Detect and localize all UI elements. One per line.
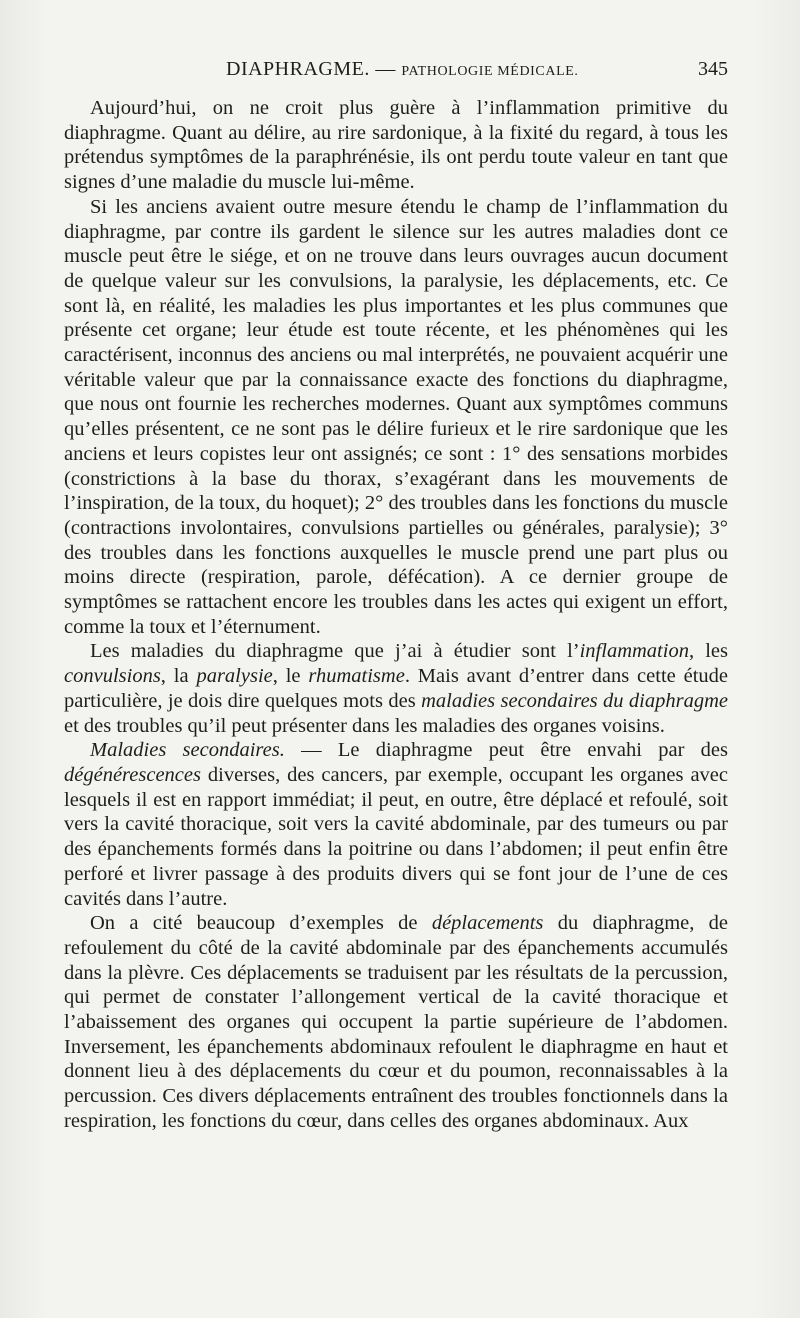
text-run: Aujourd’hui, on ne croit plus guère à l’inflammation primitive du diaphragme. Quant au délire, au rire sardonique, à la fixité du regard, à tous les prétendus symptômes de la paraphrénésie, ils ont perdu toute valeur en tant que signes d’une maladie du muscle lui-même.	[64, 97, 728, 194]
text-run: diverses, des cancers, par exemple, occupant les organes avec lesquels il est en rapport immédiat; il peut, en outre, être déplacé et refoulé, soit vers la cavité thoracique, soit vers la cavité abdominale, par des tumeurs ou par des épanchements formés dans la poitrine ou dans l’abdomen; il peut enfin être perforé et livrer passage à des produits divers qui se font jour de l’une de ces cavités dans l’autre.	[64, 763, 728, 910]
text-run: et des troubles qu’il peut présenter dans les maladies des organes voisins.	[64, 714, 665, 737]
page-header	[64, 58, 728, 92]
page-number: 345	[698, 58, 728, 80]
text-run: , le	[272, 665, 309, 688]
text-run: On a cité beaucoup d’exemples de	[90, 912, 432, 935]
paragraph	[64, 195, 728, 640]
text-run: Les maladies du diaphragme que j’ai à étudier sont l’	[90, 640, 580, 663]
italic-term: convulsions	[64, 665, 161, 688]
text-run: Si les anciens avaient outre mesure étendu le champ de l’inflammation du diaphragme, par contre ils gardent le silence sur les autres maladies dont ce muscle peut être le siége, et on ne trouve dans leurs ouvrages aucun document de quelque valeur sur les convulsions, la paralysie, les déplacements, etc. Ce sont là, en réalité, les maladies les plus importantes et les plus communes que présente cet organe; leur étude est toute récente, et les phénomènes qui les caractérisent, inconnus des anciens ou mal interprétés, ne pouvaient acquérir une véritable valeur que par la connaissance exacte des fonctions du diaphragme, que nous ont fournie les recherches modernes. Quant aux symptômes communs qu’elles présentent, ce ne sont pas le délire furieux et le rire sardonique que les anciens et leurs copistes leur ont assignés; ce sont : 1° des sensations morbides (constrictions à la base du thorax, s’exagérant dans les mouvements de l’inspiration, de la toux, du hoquet); 2° des troubles dans les fonctions du muscle (contractions involontaires, convulsions partielles ou générales, paralysie); 3° des troubles dans les fonctions auxquelles le muscle prend une part plus ou moins directe (respiration, parole, défécation). A ce dernier groupe de symptômes se rattachent encore les troubles dans les actes qui exigent un effort, comme la toux et l’éternument.	[64, 195, 728, 638]
text-run: du diaphragme, de refoulement du côté de la cavité abdominale par des épanchements accumulés dans la plèvre. Ces déplacements se traduisent par les résultats de la percussion, qui permet de constater l’allongement vertical de la cavité thoracique et l’abaissement des organes qui occupent la partie supérieure de l’abdomen. Inversement, les épanchements abdominaux refoulent le diaphragme en haut et donnent lieu à des déplacements du cœur et du poumon, reconnaissables à la percussion. Ces divers déplacements entraînent des troubles fonctionnels dans la respiration, les fonctions du cœur, dans celles des organes abdominaux. Aux	[64, 912, 728, 1132]
paragraph	[64, 911, 728, 1133]
running-head	[64, 58, 579, 81]
running-head-subtitle: PATHOLOGIE MÉDICALE.	[401, 64, 579, 79]
italic-term: déplacements	[431, 912, 544, 935]
italic-term: dégénérescences	[64, 763, 201, 786]
paragraph	[64, 639, 728, 738]
italic-term: rhumatisme	[308, 665, 405, 688]
italic-term: maladies secondaires du diaphragme	[421, 689, 728, 712]
paragraph	[64, 738, 728, 911]
text-run: , les	[688, 640, 728, 663]
text-run: — Le diaphragme peut être envahi par des	[284, 739, 729, 762]
text-run: . Mais avant d’entrer dans cette étude particulière, je dois dire quelques mots des	[64, 665, 728, 712]
body-text	[64, 96, 728, 1134]
running-head-title: DIAPHRAGME.	[226, 58, 370, 80]
italic-term: inflammation	[579, 640, 689, 663]
paragraph	[64, 96, 728, 195]
italic-term: paralysie	[196, 665, 273, 688]
text-run: , la	[160, 665, 197, 688]
running-head-separator: —	[375, 58, 396, 80]
italic-term: Maladies secondaires.	[90, 739, 285, 762]
